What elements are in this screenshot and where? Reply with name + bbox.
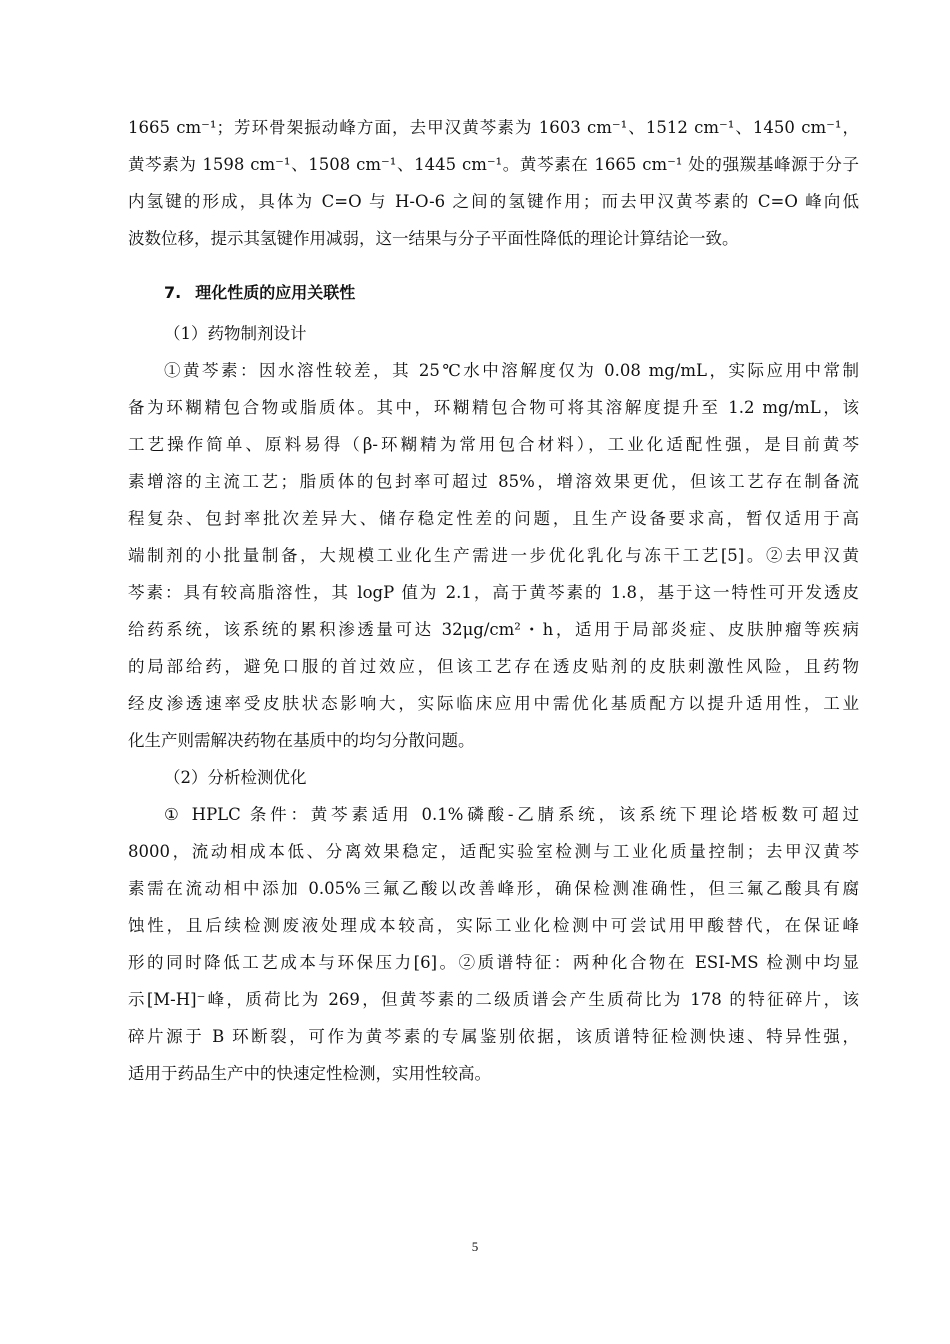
text-line: 1665 cm⁻¹；芳环骨架振动峰方面，去甲汉黄芩素为 1603 cm⁻¹、1512 cm⁻¹、1450 cm⁻¹， <box>128 118 859 137</box>
paragraph-ir-analysis <box>128 109 859 257</box>
text-line: 芩素：具有较高脂溶性，其 logP 值为 2.1，高于黄芩素的 1.8，基于这一特性可开发透皮 <box>128 583 859 602</box>
text-line: 给药系统，该系统的累积渗透量可达 32μg/cm²・h，适用于局部炎症、皮肤肿瘤等疾病 <box>128 620 859 639</box>
text-line: 碎片源于 B 环断裂，可作为黄芩素的专属鉴别依据，该质谱特征检测快速、特异性强， <box>128 1027 859 1046</box>
page-number: 5 <box>471 1239 479 1254</box>
text-line: 形的同时降低工艺成本与环保压力[6]。②质谱特征：两种化合物在 ESI-MS 检测中均显 <box>128 953 859 972</box>
text-line: 内氢键的形成，具体为 C=O 与 H-O-6 之间的氢键作用；而去甲汉黄芩素的 C=O 峰向低 <box>128 192 859 211</box>
subsection-title: （1）药物制剂设计 <box>164 324 307 343</box>
text-line: ① HPLC 条件：黄芩素适用 0.1%磷酸-乙腈系统，该系统下理论塔板数可超过 <box>164 805 859 824</box>
text-line: 备为环糊精包合物或脂质体。其中，环糊精包合物可将其溶解度提升至 1.2 mg/mL，该 <box>128 398 859 417</box>
text-line: ①黄芩素：因水溶性较差，其 25℃水中溶解度仅为 0.08 mg/mL，实际应用中常制 <box>164 361 859 380</box>
text-line: 化生产则需解决药物在基质中的均匀分散问题。 <box>128 731 475 750</box>
text-line: 经皮渗透速率受皮肤状态影响大，实际临床应用中需优化基质配方以提升适用性，工业 <box>128 694 859 713</box>
text-line: 工艺操作简单、原料易得（β-环糊精为常用包合材料），工业化适配性强，是目前黄芩 <box>128 435 859 454</box>
section-number: 7. <box>164 283 182 302</box>
subsection-title: （2）分析检测优化 <box>164 768 307 787</box>
text-line: 素增溶的主流工艺；脂质体的包封率可超过 85%，增溶效果更优，但该工艺存在制备流 <box>128 472 859 491</box>
section-heading <box>128 274 859 311</box>
text-line: 黄芩素为 1598 cm⁻¹、1508 cm⁻¹、1445 cm⁻¹。黄芩素在 1665 cm⁻¹ 处的强羰基峰源于分子 <box>128 155 859 174</box>
text-line: 蚀性，且后续检测废液处理成本较高，实际工业化检测中可尝试用甲酸替代，在保证峰 <box>128 916 859 935</box>
text-line: 适用于药品生产中的快速定性检测，实用性较高。 <box>128 1064 491 1083</box>
text-line: 素需在流动相中添加 0.05%三氟乙酸以改善峰形，确保检测准确性，但三氟乙酸具有腐 <box>128 879 859 898</box>
text-line: 8000，流动相成本低、分离效果稳定，适配实验室检测与工业化质量控制；去甲汉黄芩 <box>128 842 859 861</box>
paragraph-analysis <box>128 796 859 1092</box>
text-line: 的局部给药，避免口服的首过效应，但该工艺存在透皮贴剂的皮肤刺激性风险，且药物 <box>128 657 859 676</box>
section-title: 理化性质的应用关联性 <box>195 283 356 302</box>
text-line: 端制剂的小批量制备，大规模工业化生产需进一步优化乳化与冻干工艺[5]。②去甲汉黄 <box>128 546 859 565</box>
body-text <box>128 109 859 1092</box>
paragraph-formulation <box>128 352 859 759</box>
text-line: 示[M-H]⁻峰，质荷比为 269，但黄芩素的二级质谱会产生质荷比为 178 的特征碎片，该 <box>128 990 859 1009</box>
text-line: 波数位移，提示其氢键作用减弱，这一结果与分子平面性降低的理论计算结论一致。 <box>128 229 739 248</box>
text-line: 程复杂、包封率批次差异大、储存稳定性差的问题，且生产设备要求高，暂仅适用于高 <box>128 509 859 528</box>
